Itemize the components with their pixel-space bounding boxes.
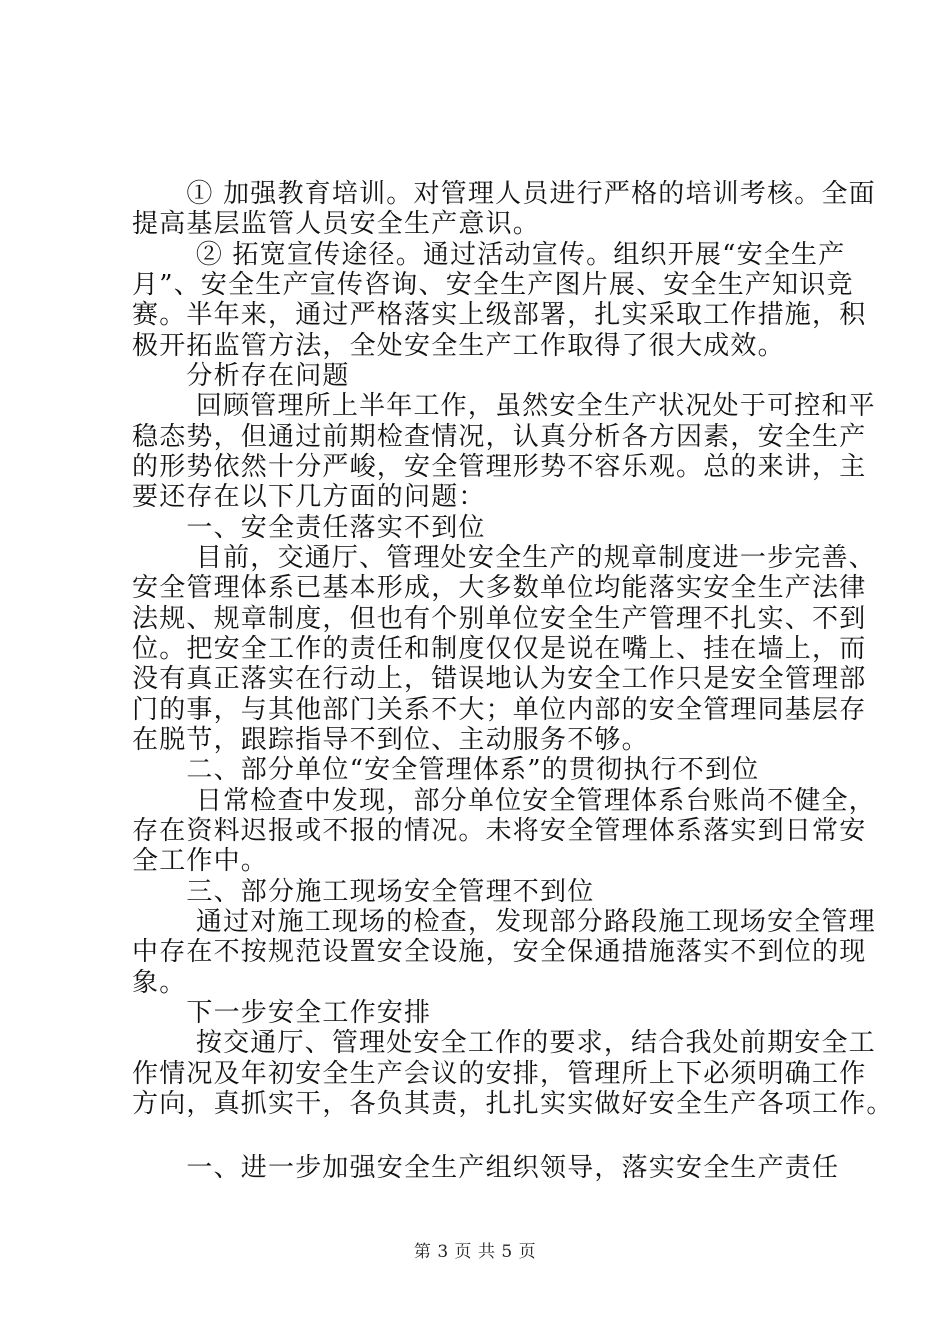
section-heading: 三、部分施工现场安全管理不到位 <box>132 877 595 907</box>
text-line: 稳态势，但通过前期检查情况，认真分析各方因素，安全生产 <box>132 422 867 452</box>
text-line: 赛。半年来，通过严格落实上级部署，扎实采取工作措施，积 <box>132 300 867 330</box>
text-line: 象。 <box>132 968 187 998</box>
text-line: 在脱节，跟踪指导不到位、主动服务不够。 <box>132 725 649 755</box>
page-footer <box>0 1237 950 1262</box>
text-line: 安全管理体系已基本形成，大多数单位均能落实安全生产法律 <box>132 573 867 603</box>
text-line: 存在资料迟报或不报的情况。未将安全管理体系落实到日常安 <box>132 816 867 846</box>
section-heading: 一、安全责任落实不到位 <box>132 513 486 543</box>
text-line: ① 加强教育培训。对管理人员进行严格的培训考核。全面 <box>132 179 876 209</box>
text-line: 通过对施工现场的检查，发现部分路段施工现场安全管理 <box>132 907 876 937</box>
text-line: 法规、规章制度，但也有个别单位安全生产管理不扎实、不到 <box>132 604 867 634</box>
text-line: 按交通厅、管理处安全工作的要求，结合我处前期安全工 <box>132 1028 876 1058</box>
text-line: 月”、安全生产宣传咨询、安全生产图片展、安全生产知识竞 <box>132 270 854 300</box>
section-heading: 一、进一步加强安全生产组织领导，落实安全生产责任 <box>132 1153 840 1183</box>
text-line: 没有真正落实在行动上，错误地认为安全工作只是安全管理部 <box>132 664 867 694</box>
text-line: 日常检查中发现，部分单位安全管理体系台账尚不健全， <box>132 786 876 816</box>
text-line: ② 拓宽宣传途径。通过活动宣传。组织开展“安全生产 <box>132 240 846 270</box>
text-line: 全工作中。 <box>132 846 269 876</box>
text-line: 回顾管理所上半年工作，虽然安全生产状况处于可控和平 <box>132 391 876 421</box>
page-number-label: 第 3 页 共 5 页 <box>413 1242 537 1262</box>
text-line: 作情况及年初安全生产会议的安排，管理所上下必须明确工作 <box>132 1059 867 1089</box>
section-heading: 下一步安全工作安排 <box>132 998 432 1028</box>
text-line: 中存在不按规范设置安全设施，安全保通措施落实不到位的现 <box>132 937 867 967</box>
text-line: 的形势依然十分严峻，安全管理形势不容乐观。总的来讲，主 <box>132 452 867 482</box>
text-line: 方向，真抓实干，各负其责，扎扎实实做好安全生产各项工作。 <box>132 1089 894 1119</box>
section-heading: 二、部分单位“安全管理体系”的贯彻执行不到位 <box>132 755 760 785</box>
text-line: 要还存在以下几方面的问题： <box>132 482 486 512</box>
text-line: 位。把安全工作的责任和制度仅仅是说在嘴上、挂在墙上，而 <box>132 634 867 664</box>
text-line: 提高基层监管人员安全生产意识。 <box>132 209 541 239</box>
text-line: 目前，交通厅、管理处安全生产的规章制度进一步完善、 <box>132 543 876 573</box>
section-heading: 分析存在问题 <box>132 361 350 391</box>
text-line: 门的事，与其他部门关系不大；单位内部的安全管理同基层存 <box>132 695 867 725</box>
text-line: 极开拓监管方法，全处安全生产工作取得了很大成效。 <box>132 331 785 361</box>
